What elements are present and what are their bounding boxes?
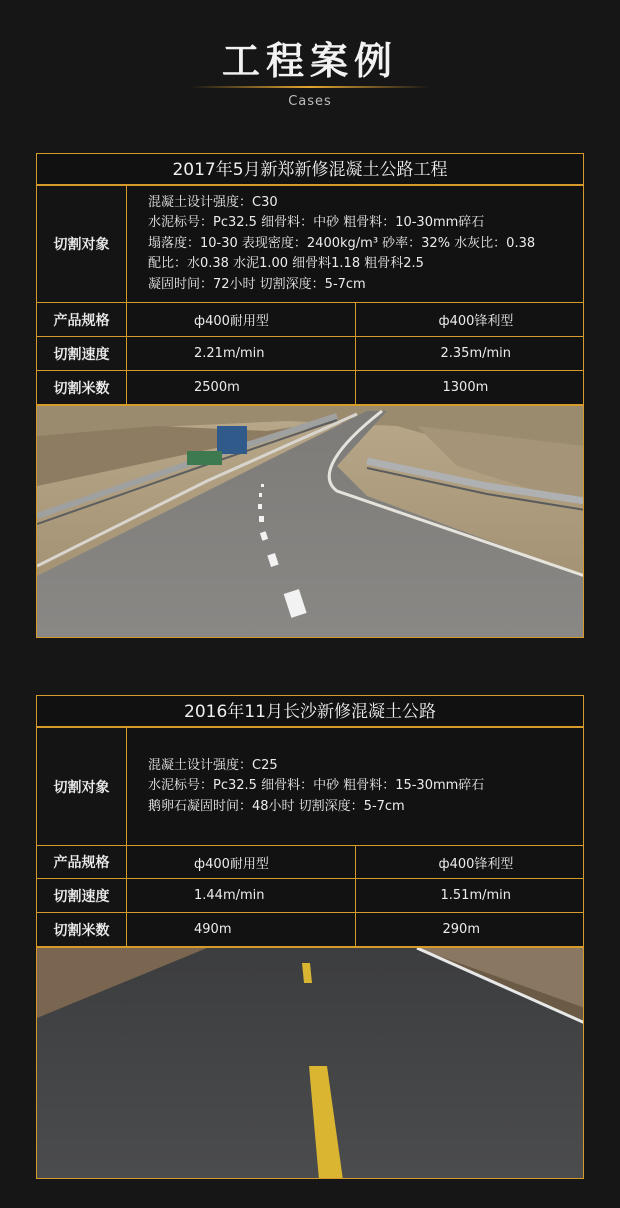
product-sharp: ф400锋利型 <box>355 846 584 879</box>
row-label-target: 切割对象 <box>37 728 127 846</box>
title-divider <box>190 86 430 88</box>
product-durable: ф400耐用型 <box>127 303 356 337</box>
case-card-2 <box>36 695 584 1179</box>
spec-line: 鹅卵石凝固时间：48小时 切割深度：5-7cm <box>148 798 405 814</box>
spec-line: 配比：水0.38 水泥1.00 细骨料1.18 粗骨科2.5 <box>148 256 424 272</box>
case-spec-table <box>36 185 584 405</box>
meters-durable: 2500m <box>127 371 356 405</box>
table-row <box>37 337 584 371</box>
spec-line: 凝固时间：72小时 切割深度：5-7cm <box>148 276 366 292</box>
spec-line: 水泥标号：Pc32.5 细骨料：中砂 粗骨料：15-30mm碎石 <box>148 778 485 794</box>
row-label-spec: 产品规格 <box>37 303 127 337</box>
row-label-spec: 产品规格 <box>37 846 127 879</box>
row-label-speed: 切割速度 <box>37 337 127 371</box>
table-row <box>37 186 584 303</box>
speed-durable: 2.21m/min <box>127 337 356 371</box>
table-row <box>37 846 584 879</box>
meters-sharp: 290m <box>355 913 584 947</box>
page-title: 工程案例 <box>221 39 398 83</box>
page-header <box>0 0 620 130</box>
case-title: 2017年5月新郑新修混凝土公路工程 <box>36 153 584 185</box>
row-label-meters: 切割米数 <box>37 371 127 405</box>
product-sharp: ф400锋利型 <box>355 303 584 337</box>
row-label-speed: 切割速度 <box>37 879 127 913</box>
page-subtitle: Cases <box>288 94 332 109</box>
road-photo-image <box>37 948 584 1179</box>
table-row <box>37 879 584 913</box>
meters-durable: 490m <box>127 913 356 947</box>
table-row <box>37 728 584 846</box>
case-card-1 <box>36 153 584 638</box>
road-photo <box>36 947 584 1179</box>
case-title: 2016年11月长沙新修混凝土公路 <box>36 695 584 727</box>
table-row <box>37 913 584 947</box>
spec-line: 塌落度：10-30 表现密度：2400kg/m³ 砂率：32% 水灰比：0.38 <box>148 235 536 251</box>
product-durable: ф400耐用型 <box>127 846 356 879</box>
table-row <box>37 303 584 337</box>
spec-line: 混凝土设计强度：C30 <box>148 194 278 210</box>
highway-photo-image <box>37 406 584 638</box>
speed-sharp: 2.35m/min <box>355 337 584 371</box>
speed-durable: 1.44m/min <box>127 879 356 913</box>
speed-sharp: 1.51m/min <box>355 879 584 913</box>
case-spec-table <box>36 727 584 947</box>
highway-photo <box>36 405 584 638</box>
spec-line: 混凝土设计强度：C25 <box>148 757 278 773</box>
row-label-meters: 切割米数 <box>37 913 127 947</box>
row-label-target: 切割对象 <box>37 186 127 303</box>
meters-sharp: 1300m <box>355 371 584 405</box>
target-details <box>127 728 584 846</box>
spec-line: 水泥标号：Pc32.5 细骨料：中砂 粗骨料：10-30mm碎石 <box>148 215 485 231</box>
table-row <box>37 371 584 405</box>
target-details <box>127 186 584 303</box>
